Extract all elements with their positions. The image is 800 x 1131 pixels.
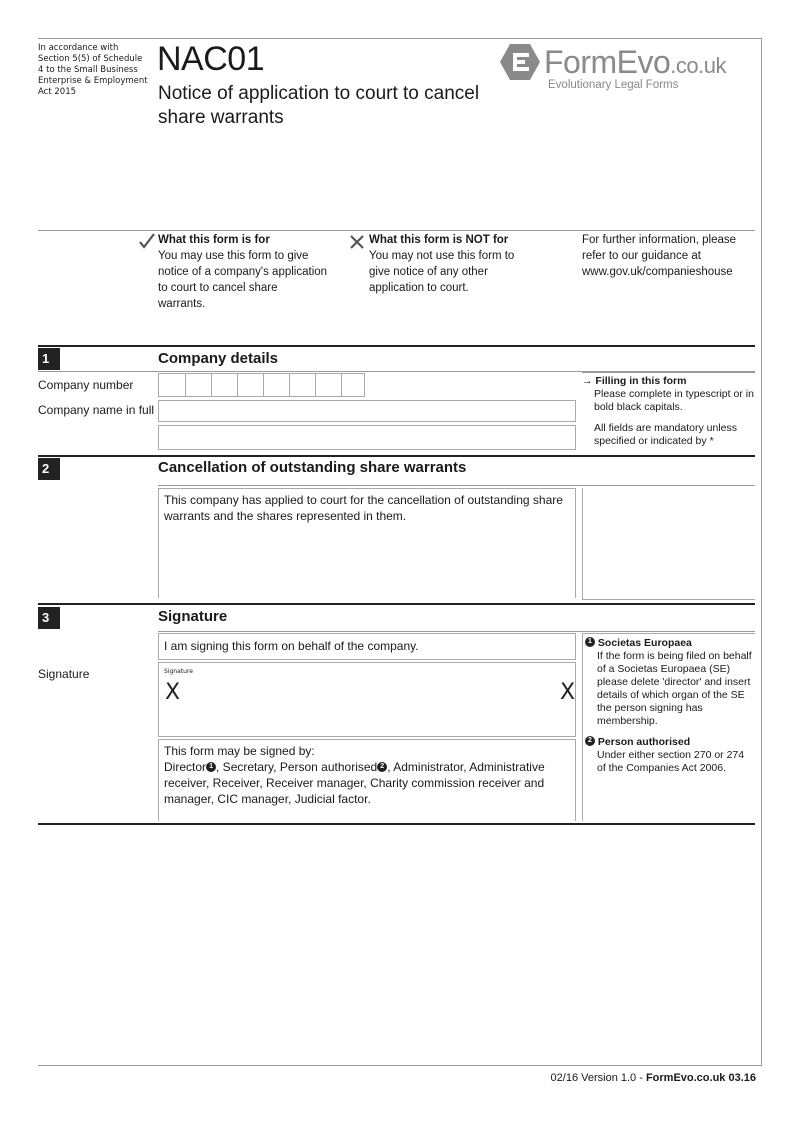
is-for-heading: What this form is for xyxy=(158,234,270,246)
company-number-cell[interactable] xyxy=(237,373,263,397)
filling-note-body-2: All fields are mandatory unless specified or indicated by * xyxy=(594,422,737,447)
signed-by-text xyxy=(164,743,574,807)
signed-by-intro: This form may be signed by: xyxy=(164,744,315,758)
notes-section3 xyxy=(585,637,755,775)
signature-box[interactable] xyxy=(158,662,576,737)
section3-rule xyxy=(38,603,755,605)
signature-small-label: Signature xyxy=(164,668,193,675)
company-number-cell[interactable] xyxy=(263,373,289,397)
section2-title: Cancellation of outstanding share warrants xyxy=(158,459,467,476)
arrow-right-icon: → xyxy=(582,375,593,387)
note1-heading: 1 Societas Europaea xyxy=(585,637,755,650)
company-number-cell[interactable] xyxy=(341,373,365,397)
section3-number: 3 xyxy=(38,607,60,629)
company-number-cell[interactable] xyxy=(185,373,211,397)
filling-note-heading: → Filling in this form xyxy=(582,375,687,387)
note2-body: Under either section 270 or 274 of the Companies Act 2006. xyxy=(597,749,745,774)
logo-tagline: Evolutionary Legal Forms xyxy=(548,79,679,91)
is-for-body: You may use this form to give notice of a company's application to court to cancel share warrants. xyxy=(158,250,328,310)
frame-right-rule xyxy=(761,38,762,1066)
frame-bottom-rule xyxy=(38,1065,762,1066)
signature-x-mark-right: X xyxy=(560,680,576,705)
check-icon xyxy=(138,233,156,249)
note-top-rule xyxy=(582,372,755,373)
frame-top-rule xyxy=(38,38,762,39)
company-name-label: Company name in full xyxy=(38,403,155,417)
note2-heading: 2 Person authorised xyxy=(585,736,755,749)
cancellation-statement: This company has applied to court for the cancellation of outstanding share warrants and the shares represented in them. xyxy=(164,493,563,523)
footnote-2-marker: 2 xyxy=(377,762,387,772)
not-for-body: You may not use this form to give notice of any other application to court. xyxy=(369,250,515,294)
filling-note xyxy=(582,375,754,448)
what-form-is-not-for xyxy=(369,232,519,296)
section1-number: 1 xyxy=(38,348,60,370)
section2-side-box xyxy=(582,488,755,600)
footer: 02/16 Version 1.0 - FormEvo.co.uk 03.16 xyxy=(550,1072,756,1084)
company-number-cell[interactable] xyxy=(315,373,341,397)
section3-end-rule xyxy=(38,823,755,825)
note1-body: If the form is being filed on behalf of a Societas Europaea (SE) please delete 'director' and insert details of which organ of the SE the person signing has membership. xyxy=(597,650,752,727)
what-form-is-for xyxy=(158,232,328,312)
company-number-label: Company number xyxy=(38,378,134,392)
section3-title: Signature xyxy=(158,608,228,625)
company-number-cell[interactable] xyxy=(211,373,237,397)
signed-by-list: Director 1 , Secretary, Person authorised 2 , Administrator, Administrative receiver, Receiver, Receiver manager, Charity commission receiver and manager, CIC manager, Judicial factor. xyxy=(164,760,545,806)
logo-wordmark: FormEvo.co.uk xyxy=(544,44,726,80)
formevo-logo xyxy=(500,42,758,94)
section2-number: 2 xyxy=(38,458,60,480)
section3-sub-rule xyxy=(158,631,755,632)
filling-note-body: Please complete in typescript or in bold black capitals. xyxy=(594,388,754,413)
section2-rule xyxy=(38,455,755,457)
section1-title: Company details xyxy=(158,350,279,367)
cross-icon xyxy=(349,234,365,250)
signature-x-mark-left: X xyxy=(165,680,181,705)
formevo-logo-icon xyxy=(500,42,540,82)
form-title: Notice of application to court to cancel share warrants xyxy=(158,83,480,128)
company-number-cell[interactable] xyxy=(289,373,315,397)
form-code: NAC01 xyxy=(157,40,265,78)
on-behalf-statement: I am signing this form on behalf of the company. xyxy=(164,639,419,653)
company-name-input-line1[interactable] xyxy=(158,400,576,422)
section1-rule xyxy=(38,345,755,347)
intro-rule xyxy=(38,230,755,231)
section2-sub-rule xyxy=(158,485,755,486)
not-for-heading: What this form is NOT for xyxy=(369,234,509,246)
legal-basis: In accordance with Section 5(5) of Schedule 4 to the Small Business Enterprise & Employment Act 2015 xyxy=(38,43,148,97)
company-name-input-line2[interactable] xyxy=(158,425,576,450)
footnote-1-marker: 1 xyxy=(206,762,216,772)
signature-label: Signature xyxy=(38,667,90,681)
further-info: For further information, please refer to our guidance at www.gov.uk/companieshouse xyxy=(582,234,737,278)
company-number-cell[interactable] xyxy=(158,373,185,397)
